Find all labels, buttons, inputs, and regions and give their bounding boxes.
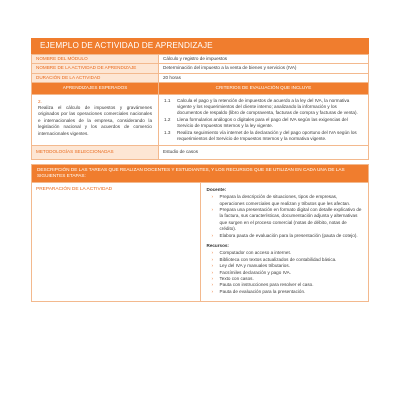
list-item: › Pauta con instrucciones para resolver el caso. [211,282,314,288]
learning-header: APRENDIZAJES ESPERADOS [32,83,159,94]
bullet-icon: › [211,269,214,275]
list-item: › Prepara una presentación en formato digital con detalle explicativo de la factura, sus características, documentación adjunta y alternativas que surgen en el proceso comercial (notas de débito, notas de crédito). [211,206,362,232]
list-item: › Prepara la descripción de situaciones, tipos de empresas, operaciones comerciales que realizan y tributos que les afectan. [211,194,351,206]
table-row [32,73,369,82]
table-header-row [32,164,369,182]
prep-content [200,182,369,302]
table-row [32,146,369,159]
activity-value: Determinación del impuesto a la venta de bienes y servicios (IVA) [159,64,369,73]
learning-cell [32,94,159,146]
table-row [32,64,369,73]
methodology-label: METODOLOGÍAS SELECCIONADAS [32,146,159,159]
learning-number: 2. [38,98,42,104]
activity-label: NOMBRE DE LA ACTIVIDAD DE APRENDIZAJE [32,64,159,73]
module-label: NOMBRE DEL MÓDULO [32,55,159,64]
bullet-icon: › [211,232,214,238]
recursos-title: Recursos: [206,242,229,248]
activity-sheet [31,38,369,302]
table-header-row [32,83,369,94]
section-banner: EJEMPLO DE ACTIVIDAD DE APRENDIZAJE [31,38,369,54]
list-item: › Biblioteca con textos actualizados de contabilidad básica. [211,256,337,262]
bullet-icon: › [211,263,214,269]
table-row [32,182,369,302]
info-table [31,54,369,160]
recursos-list [207,250,363,295]
list-item: › Ley del IVA y manuales tributarios. [211,263,290,269]
list-item: › Facsímiles declaración y pago IVA. [211,269,291,275]
list-item: › Computador con acceso a internet. [211,250,291,256]
bullet-icon: › [211,256,214,262]
table-row [32,55,369,64]
tasks-table [31,164,369,302]
list-item: › Elabora pauta de evaluación para la presentación (pauta de cotejo). [211,232,358,238]
criteria-cell [159,94,369,146]
prep-label: PREPARACIÓN DE LA ACTIVIDAD [32,182,201,302]
list-item: 1.1 Calcula el pago y la retención de impuestos de acuerdo a la ley del IVA, la normativa vigente y los requerimientos del cliente interno; analizando la información y los documentos de respaldo (libro de compraventa, facturas de compra y facturas de venta). [164,97,358,116]
bullet-icon: › [211,206,214,212]
list-item: 1.2 Llena formularios análogos o digitales para el pago del IVA según las exigencias del Servicio de Impuestos Internos y la ley vigente. [164,116,348,129]
list-item: 1.3 Realiza seguimiento vía internet de la declaración y del pago oportuno del IVA según los requerimientos del Servicio de Impuestos Internos y la normativa vigente. [164,129,357,142]
criteria-header: CRITERIOS DE EVALUACIÓN QUE INCLUYE [159,83,369,94]
docente-list [207,194,363,239]
list-item: › Texto con casos. [211,275,254,281]
bullet-icon: › [211,194,214,200]
table-row [32,94,369,146]
docente-title: Docente: [206,186,227,192]
bullet-icon: › [211,250,214,256]
bullet-icon: › [211,275,214,281]
list-item: › Pauta de evaluación para la presentación. [211,288,306,294]
duration-value: 20 horas [159,73,369,82]
duration-label: DURACIÓN DE LA ACTIVIDAD [32,73,159,82]
bullet-icon: › [211,288,214,294]
methodology-value: Estudio de casos [159,146,369,159]
criteria-list [164,98,363,143]
bullet-icon: › [211,282,214,288]
learning-text: Realiza el cálculo de impuestos y gravámenes originados por las operaciones comerciales nacionales e internacionales de la empresa, considerando la legislación nacional y los acuerdos de comercio internacionales vigentes. [38,105,152,136]
description-header: DESCRIPCIÓN DE LAS TAREAS QUE REALIZAN DOCENTES Y ESTUDIANTES, Y LOS RECURSOS QUE SE UTILIZAN EN CADA UNA DE LAS SIGUIENTES ETAPAS: [32,164,369,182]
module-value: Cálculo y registro de impuestos [159,55,369,64]
